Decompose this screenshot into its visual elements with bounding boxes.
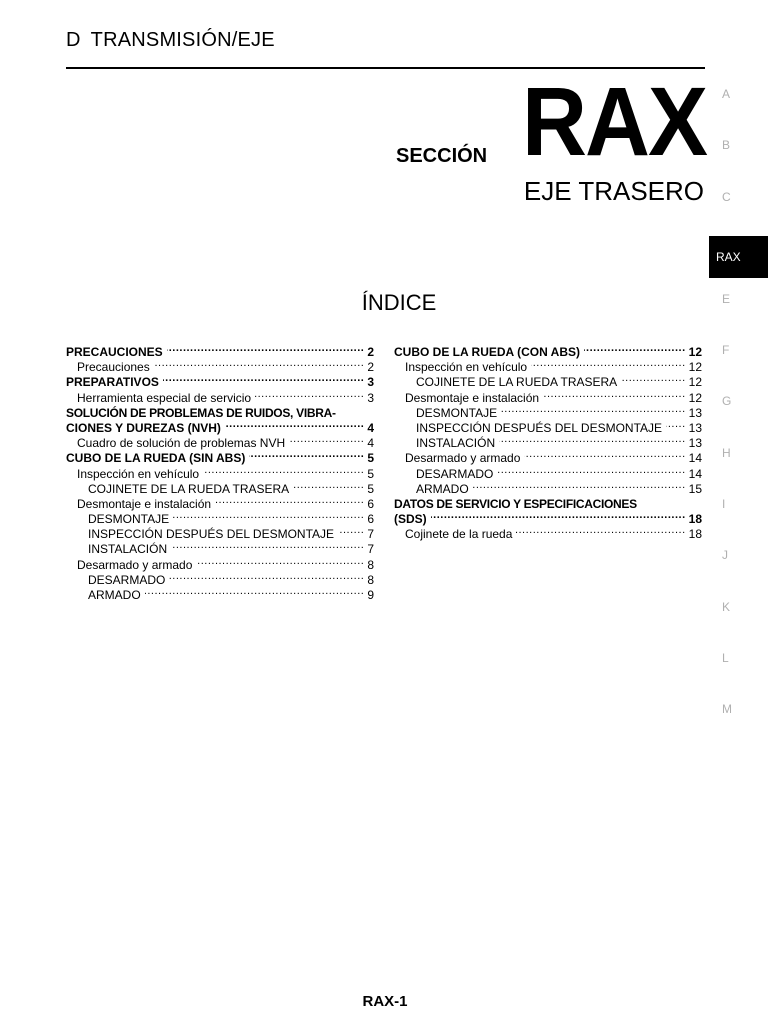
toc-entry-page: 12 [688, 360, 702, 375]
toc-entry-page: 8 [367, 572, 374, 587]
toc-leader-dots [338, 528, 364, 538]
toc-entry-title: Inspección en vehículo [405, 360, 528, 375]
chapter-header [66, 29, 275, 52]
side-tab-c[interactable]: C [722, 189, 731, 204]
toc-entry[interactable] [394, 512, 702, 527]
section-side-tabs [709, 80, 768, 747]
toc-entry[interactable] [66, 542, 374, 557]
toc-entry[interactable] [66, 482, 374, 497]
toc-entry-page: 5 [367, 451, 374, 466]
index-heading-text: ÍNDICE [361, 290, 437, 315]
side-tab-e[interactable]: E [722, 291, 731, 306]
page-number-text: RAX-1 [362, 993, 408, 1010]
toc-entry-page: 3 [367, 390, 374, 405]
toc-entry-title: SOLUCIÓN DE PROBLEMAS DE RUIDOS, VIBRA- [66, 405, 336, 420]
toc-entry-page: 6 [367, 512, 374, 527]
toc-entry-title: ARMADO [416, 481, 469, 496]
toc-entry-page: 15 [688, 481, 702, 496]
toc-entry-page: 8 [367, 557, 374, 572]
toc-entry[interactable] [394, 497, 702, 512]
toc-entry[interactable] [394, 451, 702, 466]
toc-leader-dots [154, 361, 365, 371]
toc-entry-title: DESARMADO [416, 466, 494, 481]
side-tab-g[interactable]: G [722, 394, 732, 409]
toc-entry-page: 18 [688, 512, 702, 527]
toc-entry[interactable] [394, 421, 702, 436]
toc-entry-page: 4 [367, 420, 374, 435]
toc-entry-title: Inspección en vehículo [77, 466, 200, 481]
toc-entry-page: 4 [367, 436, 374, 451]
toc-entry-page: 18 [688, 527, 702, 542]
toc-leader-dots [621, 376, 685, 386]
toc-entry[interactable] [66, 451, 374, 466]
toc-entry-title: CIONES Y DUREZAS (NVH) [66, 420, 221, 435]
toc-entry[interactable] [66, 391, 374, 406]
toc-leader-dots [169, 574, 364, 584]
toc-entry[interactable] [66, 421, 374, 436]
toc-leader-dots [584, 346, 686, 356]
toc-entry-title: DESMONTAJE [88, 512, 170, 527]
index-heading [0, 290, 768, 316]
toc-entry-page: 12 [688, 390, 702, 405]
toc-entry[interactable] [394, 436, 702, 451]
toc-entry-page: 13 [688, 420, 702, 435]
toc-entry[interactable] [66, 345, 374, 360]
toc-entry-title: Precauciones [77, 360, 150, 375]
toc-entry[interactable] [394, 467, 702, 482]
toc-entry-title: PRECAUCIONES [66, 345, 163, 359]
toc-entry-title: INSTALACIÓN [416, 436, 496, 451]
toc-entry[interactable] [66, 527, 374, 542]
chapter-letter: D [66, 29, 81, 51]
toc-leader-dots [203, 468, 364, 478]
side-tab-i[interactable]: I [722, 497, 726, 512]
toc-entry-title: CUBO DE LA RUEDA (SIN ABS) [66, 451, 246, 466]
toc-entry-page: 14 [688, 451, 702, 466]
toc-entry-page: 7 [367, 527, 374, 542]
toc-leader-dots [255, 392, 364, 402]
toc-right-column [394, 345, 702, 542]
toc-entry-page: 7 [367, 542, 374, 557]
toc-leader-dots [501, 407, 686, 417]
side-tab-a[interactable]: A [722, 87, 731, 101]
toc-entry-title: DESARMADO [88, 572, 166, 587]
toc-leader-dots [167, 346, 365, 356]
toc-entry-page: 13 [688, 405, 702, 420]
toc-entry[interactable] [66, 360, 374, 375]
side-tab-h[interactable]: H [722, 445, 731, 460]
toc-leader-dots [215, 498, 364, 508]
toc-entry-title: INSPECCIÓN DESPUÉS DEL DESMONTAJE [88, 527, 335, 542]
toc-entry-title: Desarmado y armado [77, 557, 193, 572]
side-tab-k[interactable]: K [722, 599, 731, 614]
toc-leader-dots [145, 589, 365, 599]
toc-leader-dots [497, 468, 685, 478]
side-tab-j[interactable]: J [722, 548, 728, 563]
toc-leader-dots [289, 437, 364, 447]
toc-entry-title: COJINETE DE LA RUEDA TRASERA [88, 481, 290, 496]
toc-entry[interactable] [394, 482, 702, 497]
toc-leader-dots [293, 483, 364, 493]
side-tab-b[interactable]: B [722, 138, 731, 153]
toc-left-column [66, 345, 374, 603]
toc-leader-dots [531, 361, 686, 371]
toc-leader-dots [666, 422, 686, 432]
toc-entry-title: Cuadro de solución de problemas NVH [77, 436, 286, 451]
toc-entry[interactable] [66, 467, 374, 482]
toc-entry-title: Herramienta especial de servicio [77, 390, 252, 405]
toc-entry-page: 3 [367, 375, 374, 390]
toc-entry-title: PREPARATIVOS [66, 375, 159, 390]
toc-entry[interactable] [394, 375, 702, 390]
toc-entry-page: 5 [367, 481, 374, 496]
toc-entry-title: Desmontaje e instalación [77, 496, 212, 511]
toc-entry-title: CUBO DE LA RUEDA (CON ABS) [394, 345, 580, 359]
toc-entry-page: 2 [367, 345, 374, 359]
toc-leader-dots [171, 543, 364, 553]
toc-entry[interactable] [66, 558, 374, 573]
toc-leader-dots [225, 422, 364, 432]
toc-entry-page: 14 [688, 466, 702, 481]
toc-leader-dots [499, 437, 686, 447]
toc-entry[interactable] [66, 375, 374, 390]
toc-entry[interactable] [66, 573, 374, 588]
toc-entry-page: 12 [688, 375, 702, 390]
toc-entry[interactable] [394, 527, 702, 542]
toc-entry[interactable] [394, 406, 702, 421]
toc-leader-dots [196, 559, 364, 569]
toc-entry[interactable] [66, 512, 374, 527]
toc-entry[interactable] [394, 391, 702, 406]
section-code: RAX [521, 68, 706, 177]
chapter-title: TRANSMISIÓN/EJE [90, 29, 275, 51]
toc-entry-title: INSPECCIÓN DESPUÉS DEL DESMONTAJE [416, 420, 663, 435]
toc-entry-title: INSTALACIÓN [88, 542, 168, 557]
toc-entry-page: 5 [367, 466, 374, 481]
side-tab-f[interactable]: F [722, 343, 730, 358]
toc-entry-page: 12 [688, 345, 702, 359]
side-tab-l[interactable]: L [722, 650, 729, 665]
side-tab-m[interactable]: M [722, 702, 732, 717]
toc-leader-dots [173, 513, 364, 523]
toc-leader-dots [473, 483, 686, 493]
toc-entry-page: 2 [367, 360, 374, 375]
section-name: EJE TRASERO [523, 176, 704, 206]
toc-entry-title: Desarmado y armado [405, 451, 521, 466]
toc-leader-dots [516, 528, 685, 538]
toc-entry-title: DESMONTAJE [416, 405, 498, 420]
toc-leader-dots [163, 376, 364, 386]
toc-entry-page: 13 [688, 436, 702, 451]
toc-entry[interactable] [394, 360, 702, 375]
toc-entry-title: (SDS) [394, 512, 427, 527]
toc-leader-dots [524, 452, 685, 462]
toc-entry[interactable] [66, 588, 374, 603]
toc-entry[interactable] [66, 406, 374, 421]
page-number [0, 993, 768, 1010]
toc-entry-page: 6 [367, 496, 374, 511]
toc-leader-dots [249, 452, 364, 462]
toc-entry-page: 9 [367, 588, 374, 603]
toc-entry[interactable] [66, 436, 374, 451]
toc-entry-title: COJINETE DE LA RUEDA TRASERA [416, 375, 618, 390]
toc-leader-dots [431, 513, 686, 523]
toc-entry-title: ARMADO [88, 588, 141, 603]
toc-entry-title: DATOS DE SERVICIO Y ESPECIFICACIONES [394, 496, 637, 511]
toc-entry-title: Cojinete de la rueda [405, 527, 513, 542]
toc-entry-title: Desmontaje e instalación [405, 390, 540, 405]
side-tab-rax[interactable]: RAX [709, 236, 768, 278]
section-label: SECCIÓN [396, 145, 488, 167]
toc-leader-dots [543, 392, 686, 402]
toc-entry[interactable] [394, 345, 702, 360]
toc-entry[interactable] [66, 497, 374, 512]
